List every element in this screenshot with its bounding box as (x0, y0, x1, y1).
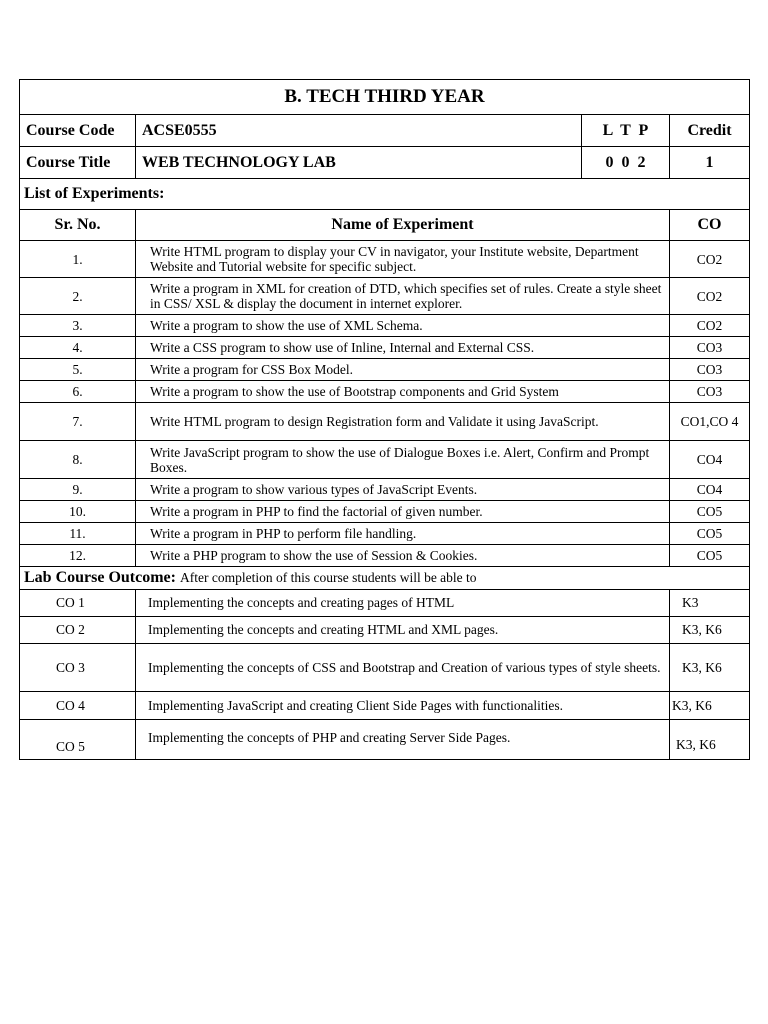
syllabus-document (19, 79, 749, 760)
table-row (20, 441, 750, 479)
experiment-co: CO2 (670, 241, 750, 278)
outcome-co: CO 5 (20, 720, 136, 760)
outcome-heading (20, 567, 750, 590)
experiment-co: CO5 (670, 501, 750, 523)
experiment-name: Write a program to show the use of XML Schema. (136, 315, 670, 337)
experiment-co: CO5 (670, 523, 750, 545)
experiment-name: Write a program to show various types of JavaScript Events. (136, 479, 670, 501)
outcome-k: K3, K6 (670, 644, 750, 692)
outcome-row (20, 617, 750, 644)
experiment-name: Write HTML program to design Registration form and Validate it using JavaScript. (136, 403, 670, 441)
outcome-text: Implementing the concepts and creating pages of HTML (136, 590, 670, 617)
experiment-name: Write a CSS program to show use of Inline, Internal and External CSS. (136, 337, 670, 359)
table-row (20, 545, 750, 567)
table-row (20, 381, 750, 403)
experiment-co: CO2 (670, 278, 750, 315)
outcome-row (20, 644, 750, 692)
experiment-name: Write a PHP program to show the use of Session & Cookies. (136, 545, 670, 567)
experiment-name: Write a program to show the use of Bootstrap components and Grid System (136, 381, 670, 403)
experiment-sr: 6. (20, 381, 136, 403)
table-row (20, 501, 750, 523)
table-row (20, 278, 750, 315)
course-table (19, 79, 750, 760)
experiment-co: CO4 (670, 479, 750, 501)
experiment-sr: 5. (20, 359, 136, 381)
experiment-name: Write a program for CSS Box Model. (136, 359, 670, 381)
col-header-name: Name of Experiment (136, 210, 670, 241)
table-row (20, 315, 750, 337)
experiment-sr: 4. (20, 337, 136, 359)
ltp-value: 0 0 2 (582, 147, 670, 179)
outcome-text: Implementing the concepts and creating HTML and XML pages. (136, 617, 670, 644)
experiment-name: Write a program in PHP to perform file handling. (136, 523, 670, 545)
experiment-sr: 1. (20, 241, 136, 278)
outcome-text: Implementing the concepts of CSS and Bootstrap and Creation of various types of style sheets. (136, 644, 670, 692)
table-row (20, 403, 750, 441)
credit-label: Credit (670, 115, 750, 147)
outcome-k: K3, K6 (670, 617, 750, 644)
experiments-heading: List of Experiments: (20, 179, 750, 210)
experiment-co: CO1,CO 4 (670, 403, 750, 441)
outcome-co: CO 4 (20, 692, 136, 720)
outcome-row (20, 692, 750, 720)
experiment-sr: 9. (20, 479, 136, 501)
experiment-sr: 11. (20, 523, 136, 545)
outcome-row (20, 590, 750, 617)
credit-value: 1 (670, 147, 750, 179)
outcome-co: CO 3 (20, 644, 136, 692)
outcome-co: CO 2 (20, 617, 136, 644)
table-row (20, 337, 750, 359)
outcome-text: Implementing the concepts of PHP and creating Server Side Pages. (136, 720, 670, 760)
outcome-k: K3, K6 (670, 692, 750, 720)
experiment-sr: 2. (20, 278, 136, 315)
outcome-text: Implementing JavaScript and creating Client Side Pages with functionalities. (136, 692, 670, 720)
course-code-label: Course Code (20, 115, 136, 147)
ltp-label: L T P (582, 115, 670, 147)
course-code-value: ACSE0555 (136, 115, 582, 147)
experiment-sr: 3. (20, 315, 136, 337)
col-header-sr: Sr. No. (20, 210, 136, 241)
table-row (20, 523, 750, 545)
course-title-value: WEB TECHNOLOGY LAB (136, 147, 582, 179)
course-title-label: Course Title (20, 147, 136, 179)
table-row (20, 359, 750, 381)
experiment-co: CO3 (670, 359, 750, 381)
experiment-sr: 8. (20, 441, 136, 479)
experiment-co: CO4 (670, 441, 750, 479)
outcome-k: K3 (670, 590, 750, 617)
page-title: B. TECH THIRD YEAR (20, 80, 750, 115)
experiment-sr: 10. (20, 501, 136, 523)
outcome-label: Lab Course Outcome: (24, 569, 176, 586)
experiment-name: Write JavaScript program to show the use of Dialogue Boxes i.e. Alert, Confirm and Prompt Boxes. (136, 441, 670, 479)
col-header-co: CO (670, 210, 750, 241)
experiment-sr: 12. (20, 545, 136, 567)
experiment-name: Write a program in PHP to find the factorial of given number. (136, 501, 670, 523)
experiment-name: Write a program in XML for creation of DTD, which specifies set of rules. Create a style sheet in CSS/ XSL & display the document in internet explorer. (136, 278, 670, 315)
experiment-co: CO3 (670, 381, 750, 403)
table-row (20, 479, 750, 501)
experiment-co: CO3 (670, 337, 750, 359)
experiment-name: Write HTML program to display your CV in navigator, your Institute website, Department Website and Tutorial website for specific subject. (136, 241, 670, 278)
outcome-k: K3, K6 (670, 720, 750, 760)
experiment-sr: 7. (20, 403, 136, 441)
outcome-row (20, 720, 750, 760)
experiment-co: CO2 (670, 315, 750, 337)
table-row (20, 241, 750, 278)
outcome-intro: After completion of this course students will be able to (179, 570, 477, 585)
experiment-co: CO5 (670, 545, 750, 567)
outcome-co: CO 1 (20, 590, 136, 617)
